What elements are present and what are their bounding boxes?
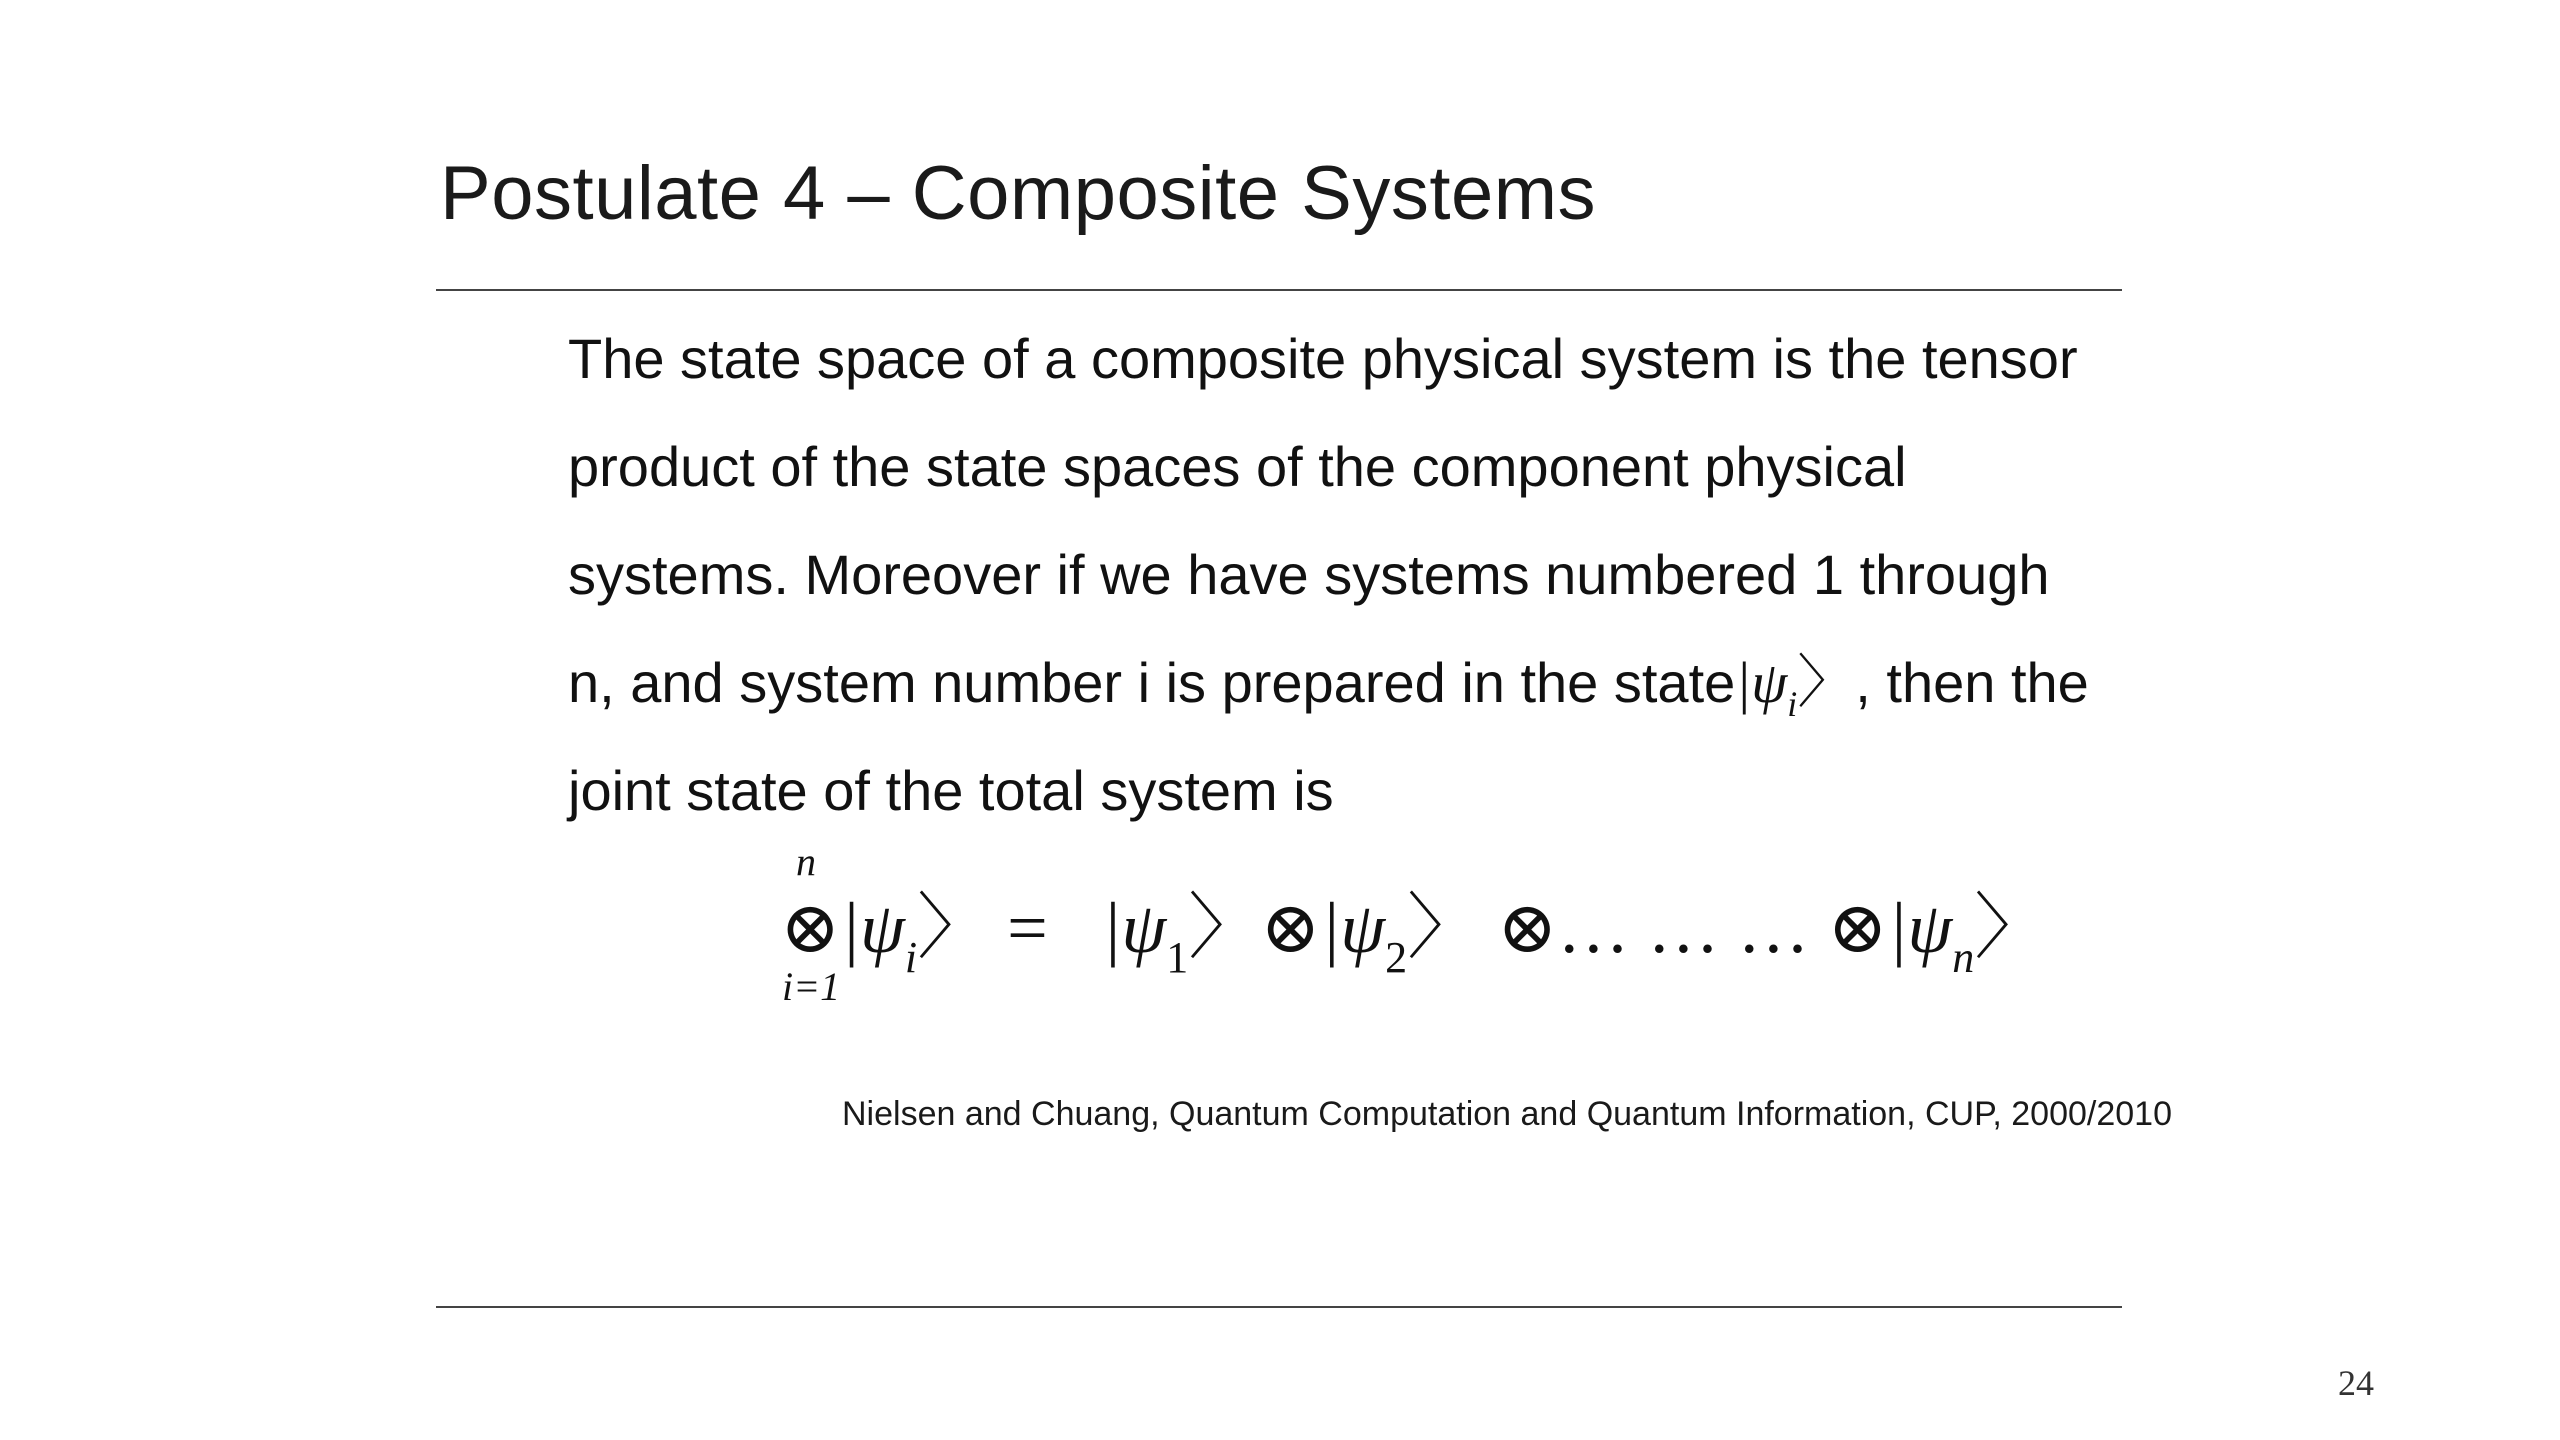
body-line-4 bbox=[568, 629, 2208, 737]
otimes-3: ⊗ bbox=[1827, 888, 1888, 968]
body-line-4-text: n, and system number i is prepared in the state bbox=[568, 651, 1736, 714]
body-line-1: The state space of a composite physical system is the tensor bbox=[568, 327, 2078, 390]
otimes-2: ⊗ bbox=[1497, 888, 1558, 968]
body-line-2: product of the state spaces of the component physical bbox=[568, 435, 1907, 498]
term-2-ket: |ψ bbox=[1320, 888, 1386, 968]
body-line-4-tail: , then the bbox=[1855, 651, 2089, 714]
body-line-3: systems. Moreover if we have systems numbered 1 through bbox=[568, 543, 2050, 606]
page-number: 24 bbox=[2338, 1363, 2374, 1403]
body-line-5: joint state of the total system is bbox=[568, 759, 1334, 822]
equation-row: $\otimes|\psi_i$〉 = $|\psi_1$〉$\otimes|\psi_2$〉 ⊗… … … $\otimes|\psi_n$〉 bbox=[780, 888, 2047, 982]
term-1-ket: |ψ bbox=[1101, 888, 1167, 968]
top-divider bbox=[436, 289, 2122, 291]
citation: Nielsen and Chuang, Quantum Computation and Quantum Information, CUP, 2000/2010 bbox=[842, 1095, 2172, 1133]
lhs-ket: |ψ bbox=[840, 888, 905, 968]
slide-title: Postulate 4 – Composite Systems bbox=[440, 151, 1597, 236]
big-otimes-operator: ⊗ bbox=[780, 888, 841, 968]
inline-ket-psi-i: $|\psi_i$〉 bbox=[1735, 650, 1856, 724]
slide-body bbox=[568, 305, 2208, 845]
tensor-product-equation bbox=[780, 838, 2080, 1018]
equals-sign: = bbox=[1007, 888, 1048, 968]
bottom-divider bbox=[436, 1306, 2122, 1308]
otimes-1: ⊗ bbox=[1260, 888, 1321, 968]
lower-limit: i=1 bbox=[782, 964, 841, 1009]
upper-limit: n bbox=[796, 839, 816, 884]
term-n-ket: |ψ bbox=[1887, 888, 1953, 968]
ellipsis: … … … bbox=[1557, 888, 1810, 968]
